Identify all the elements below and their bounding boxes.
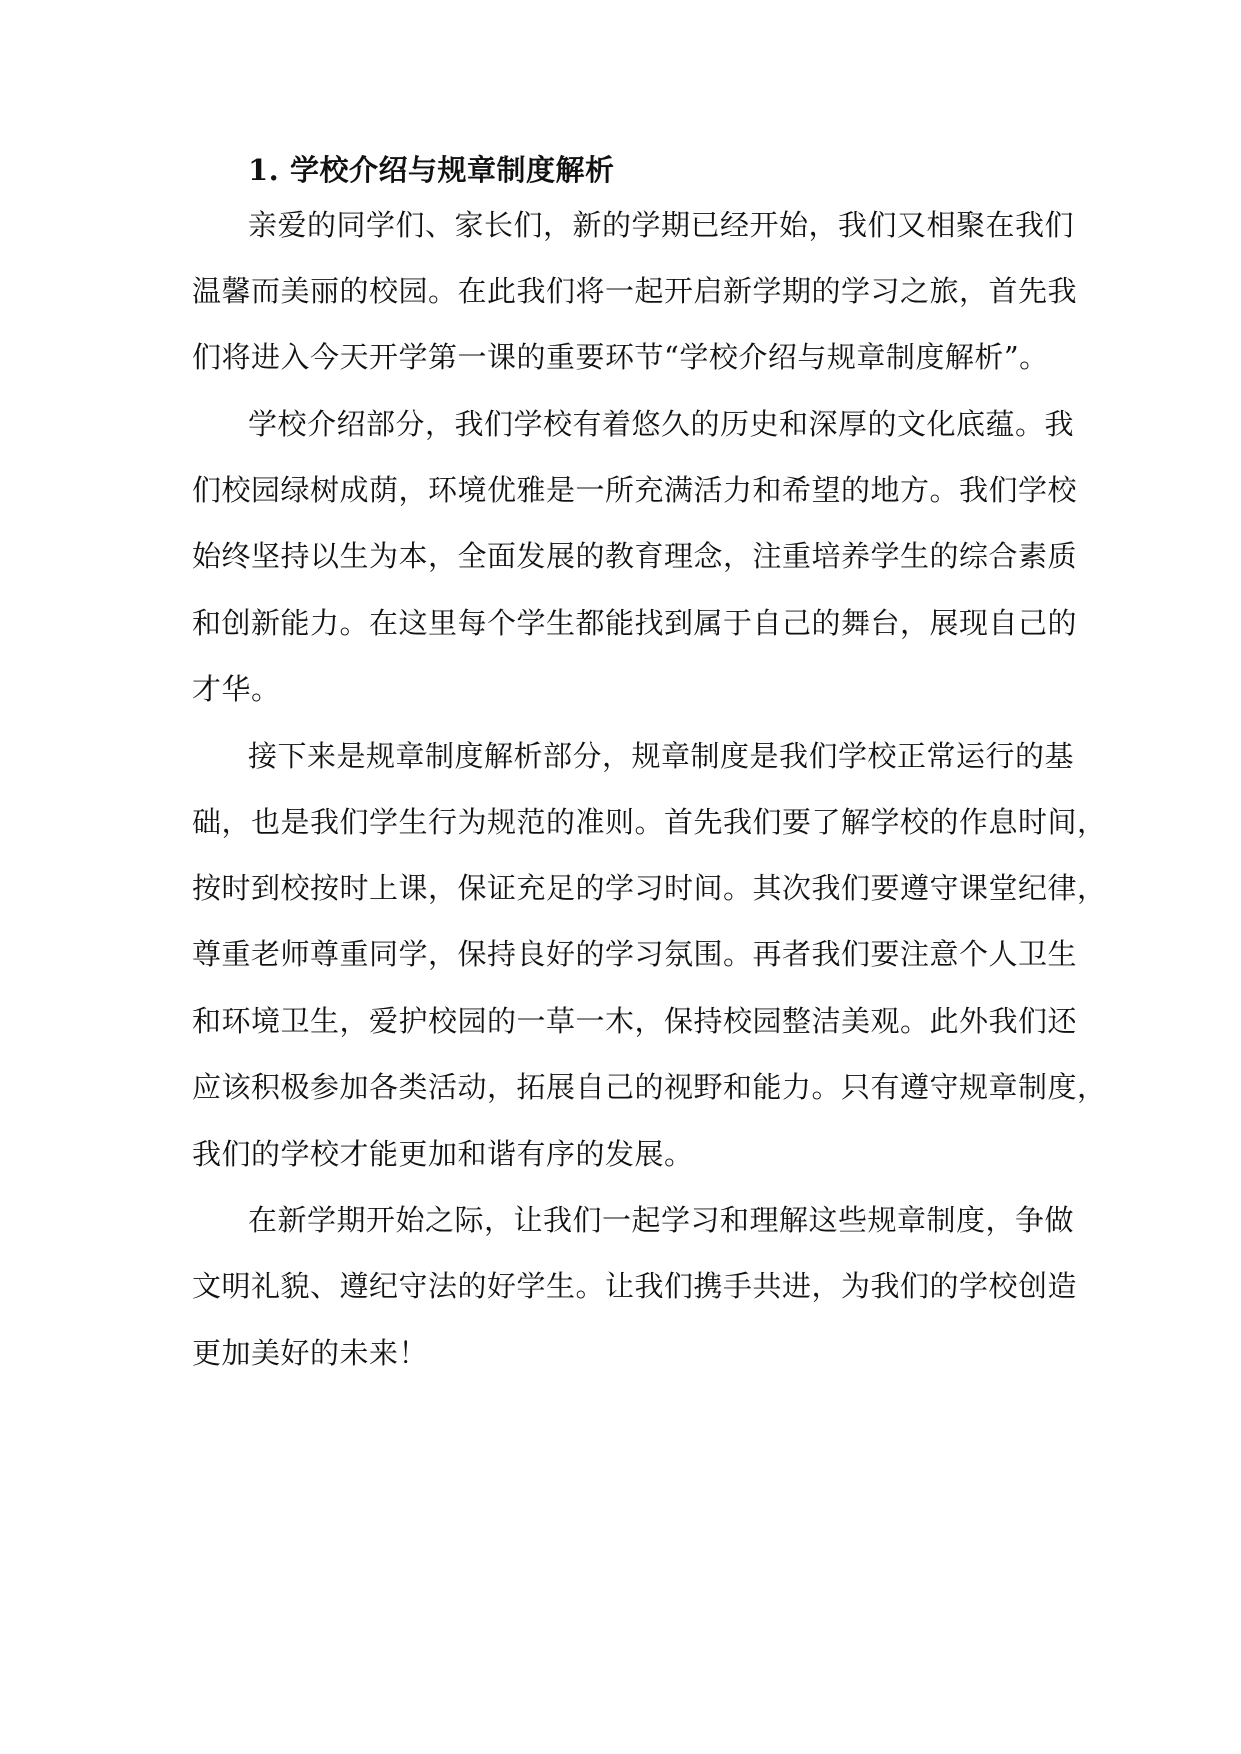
paragraph-3-line-6: 应该积极参加各类活动，拓展自己的视野和能力。只有遵守规章制度，: [192, 1070, 1107, 1104]
paragraph-4-line-1: 在新学期开始之际，让我们一起学习和理解这些规章制度，争做: [248, 1203, 1075, 1237]
paragraph-3-line-4: 尊重老师尊重同学，保持良好的学习氛围。再者我们要注意个人卫生: [192, 937, 1078, 971]
paragraph-3-line-2: 础，也是我们学生行为规范的准则。首先我们要了解学校的作息时间，: [192, 805, 1107, 839]
paragraph-4-line-2: 文明礼貌、遵纪守法的好学生。让我们携手共进，为我们的学校创造: [192, 1269, 1078, 1303]
paragraph-3-line-7: 我们的学校才能更加和谐有序的发展。: [192, 1137, 694, 1171]
section-number: 1.: [248, 153, 280, 187]
paragraph-1-line-3: 们将进入今天开学第一课的重要环节“学校介绍与规章制度解析”。: [192, 340, 1049, 374]
section-title: 学校介绍与规章制度解析: [290, 153, 615, 187]
paragraph-1-line-1: 亲爱的同学们、家长们，新的学期已经开始，我们又相聚在我们: [248, 208, 1075, 242]
section-heading: [248, 152, 615, 188]
paragraph-2-line-5: 才华。: [192, 672, 281, 706]
paragraph-2-line-1: 学校介绍部分，我们学校有着悠久的历史和深厚的文化底蕴。我: [248, 407, 1075, 441]
paragraph-3-line-5: 和环境卫生，爱护校园的一草一木，保持校园整洁美观。此外我们还: [192, 1004, 1078, 1038]
paragraph-4-line-3: 更加美好的未来！: [192, 1336, 429, 1370]
paragraph-2-line-3: 始终坚持以生为本，全面发展的教育理念，注重培养学生的综合素质: [192, 539, 1078, 573]
paragraph-3-line-1: 接下来是规章制度解析部分，规章制度是我们学校正常运行的基: [248, 739, 1075, 773]
paragraph-3-line-3: 按时到校按时上课，保证充足的学习时间。其次我们要遵守课堂纪律，: [192, 871, 1107, 905]
paragraph-2-line-2: 们校园绿树成荫，环境优雅是一所充满活力和希望的地方。我们学校: [192, 473, 1078, 507]
paragraph-2-line-4: 和创新能力。在这里每个学生都能找到属于自己的舞台，展现自己的: [192, 606, 1078, 640]
paragraph-1-line-2: 温馨而美丽的校园。在此我们将一起开启新学期的学习之旅，首先我: [192, 274, 1078, 308]
